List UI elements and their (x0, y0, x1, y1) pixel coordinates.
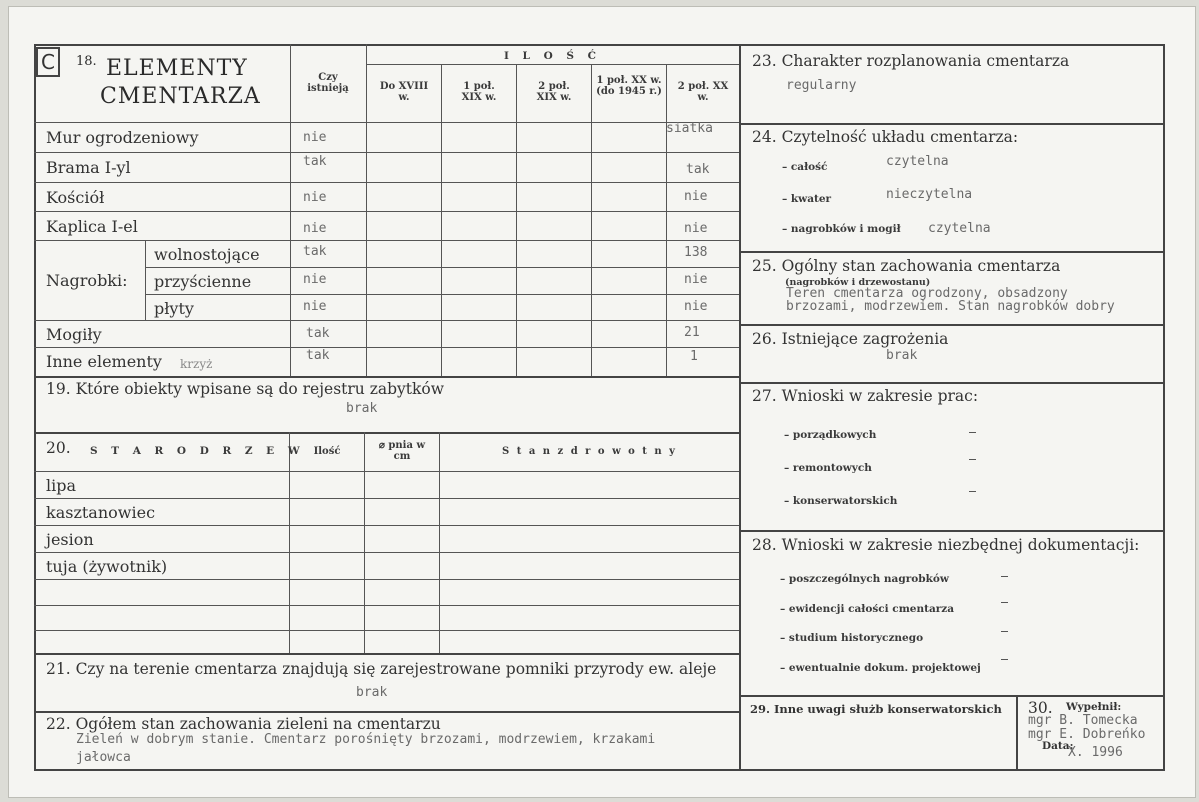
col-health-header: S t a n z d r o w o t n y (502, 446, 677, 457)
section-23-value: regularny (786, 78, 857, 93)
row-exists: nie (303, 130, 327, 145)
center-divider (739, 44, 741, 771)
row-exists: nie (303, 299, 327, 314)
section-30-date: X. 1996 (1068, 745, 1123, 760)
col-quantity-header: I L O Ś Ć (503, 50, 601, 62)
section-30-person1: mgr B. Tomecka (1028, 713, 1138, 728)
section-27-title: 27. Wnioski w zakresie prac: (752, 387, 979, 405)
row-xx2: nie (684, 221, 708, 236)
section-29-title: 29. Inne uwagi służb konserwatorskich (750, 702, 1002, 716)
row-label: Kościół (46, 188, 105, 207)
col-xix1-header: 1 poł. XIX w. (461, 81, 497, 103)
tree-row: lipa (46, 476, 77, 495)
tree-row: tuja (żywotnik) (46, 557, 168, 576)
section-24-title: 24. Czytelność układu cmentarza: (752, 128, 1019, 146)
row-label: Kaplica I-el (46, 217, 138, 236)
row-exists: nie (303, 190, 327, 205)
row-label: Mur ogrodzeniowy (46, 128, 199, 147)
section-30-person2: mgr E. Dobreńko (1028, 727, 1146, 742)
section-28-item: – studium historycznego (780, 632, 924, 644)
row-label: przyścienne (154, 272, 252, 291)
row-exists: tak (303, 244, 327, 259)
section-24-item-label: – kwater (782, 193, 832, 205)
section-30-number: 30. (1028, 699, 1053, 717)
col-xix2-header: 2 poł. XIX w. (536, 81, 572, 103)
section-22-title: 22. Ogółem stan zachowania zieleni na cmentarzu (46, 715, 441, 733)
col-xx1-header: 1 poł. XX w. (do 1945 r.) (596, 75, 662, 97)
row-xx2: 138 (684, 245, 708, 260)
section-20-number: 20. (46, 439, 71, 457)
row-xx2: nie (684, 299, 708, 314)
col-xviii-header: Do XVIII w. (379, 81, 429, 103)
section-27-item: – konserwatorskich (784, 495, 898, 507)
section-27-item: – porządkowych (784, 429, 877, 441)
row-label: Mogiły (46, 325, 102, 344)
section-18-title-1: ELEMENTY (106, 56, 248, 81)
tree-row: jesion (46, 530, 94, 549)
divider-18-19 (34, 376, 739, 378)
row-xx2: nie (684, 189, 708, 204)
section-24-item-value: czytelna (928, 221, 991, 236)
section-28-item: – poszczególnych nagrobków (780, 573, 949, 585)
nagrobki-label: Nagrobki: (46, 271, 128, 290)
row-label: płyty (154, 299, 194, 318)
section-26-value: brak (886, 348, 918, 363)
section-24-item-value: czytelna (886, 154, 949, 169)
section-22-line1: Zieleń w dobrym stanie. Cmentarz porośnięty brzozami, modrzewiem, krzakami (76, 732, 656, 747)
row-xx2: nie (684, 272, 708, 287)
section-27-item: – remontowych (784, 462, 872, 474)
section-28-item: – ewentualnie dokum. projektowej (780, 662, 981, 674)
section-30-date-label: Data: (1042, 740, 1074, 752)
section-21-title: 21. Czy na terenie cmentarza znajdują się zarejestrowane pomniki przyrody ew. aleje (46, 660, 717, 678)
row-exists: nie (303, 221, 327, 236)
corner-letter-box: C (36, 47, 60, 77)
col-exists-header: Czy istnieją (307, 72, 349, 94)
col-xx2-header: 2 poł. XX w. (677, 81, 729, 103)
section-24-item-value: nieczytelna (886, 187, 973, 202)
tree-row: kasztanowiec (46, 503, 156, 522)
section-20-title: S T A R O D R Z E W (90, 445, 305, 457)
section-23-title: 23. Charakter rozplanowania cmentarza (752, 52, 1070, 70)
section-24-item-label: – całość (782, 161, 828, 173)
section-21-value: brak (356, 685, 388, 700)
row-label: Brama I-yl (46, 158, 131, 177)
row-xx2: tak (686, 162, 710, 177)
col-diam-header: ⌀ pnia w cm (378, 440, 426, 462)
row-exists: tak (306, 326, 330, 341)
row-xx2: 1 (690, 349, 698, 364)
divider-19-20 (34, 432, 739, 434)
row-xx2: siatka (666, 121, 713, 136)
row-extra: krzyż (180, 357, 213, 371)
section-19-title: 19. Które obiekty wpisane są do rejestru zabytków (46, 380, 445, 398)
row-xx2: 21 (684, 325, 700, 340)
section-25-line2: brzozami, modrzewiem. Stan nagrobków dobry (786, 299, 1115, 314)
section-18-number: 18. (76, 54, 97, 69)
divider-21-22 (34, 711, 739, 713)
row-label: wolnostojące (154, 245, 260, 264)
section-24-item-label: – nagrobków i mogił (782, 223, 901, 235)
section-18-title-2: CMENTARZA (100, 84, 261, 109)
row-exists: nie (303, 272, 327, 287)
col-count-header: Ilość (313, 446, 341, 457)
row-exists: tak (303, 154, 327, 169)
section-22-line2: jałowca (76, 750, 131, 765)
section-28-title: 28. Wnioski w zakresie niezbędnej dokumentacji: (752, 536, 1140, 554)
section-28-item: – ewidencji całości cmentarza (780, 603, 955, 615)
section-25-line1: Teren cmentarza ogrodzony, obsadzony (786, 286, 1068, 301)
row-exists: tak (306, 348, 330, 363)
divider-20-21 (34, 653, 739, 655)
row-label: Inne elementy (46, 352, 162, 371)
section-30-filled-label: Wypełnił: (1066, 701, 1122, 713)
section-25-title: 25. Ogólny stan zachowania cmentarza (752, 257, 1061, 275)
section-25-subtitle: (nagrobków i drzewostanu) (785, 277, 931, 288)
section-26-title: 26. Istniejące zagrożenia (752, 330, 949, 348)
section-19-value: brak (346, 401, 378, 416)
